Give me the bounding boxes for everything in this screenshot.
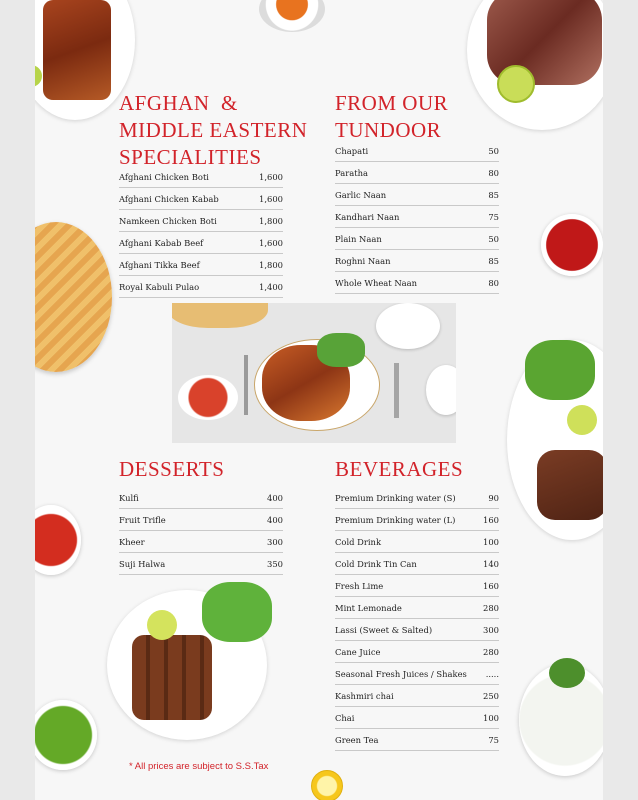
- list-item: [119, 531, 283, 553]
- item-name: Seasonal Fresh Juices / Shakes: [335, 668, 467, 679]
- list-item: [335, 575, 499, 597]
- item-price: 50: [488, 145, 499, 156]
- list-item: [119, 509, 283, 531]
- item-price: 75: [488, 211, 499, 222]
- item-name: Fruit Trifle: [119, 514, 166, 525]
- red-sauce-bowl-image: [35, 505, 81, 575]
- item-name: Plain Naan: [335, 233, 382, 244]
- item-price: 400: [267, 492, 283, 503]
- raita-bowl-image: [519, 664, 603, 776]
- list-item: [335, 553, 499, 575]
- list-item: [335, 509, 499, 531]
- list-item: [119, 210, 283, 232]
- tundoor-title-line-2: TUNDOOR: [335, 118, 442, 142]
- item-price: 1,600: [259, 237, 283, 248]
- specialities-title-line-2: MIDDLE EASTERN: [119, 118, 308, 142]
- item-name: Afghani Tikka Beef: [119, 259, 200, 270]
- tax-note: * All prices are subject to S.S.Tax: [129, 761, 269, 772]
- item-price: 80: [488, 277, 499, 288]
- tundoor-title: [335, 90, 448, 144]
- item-name: Paratha: [335, 167, 369, 178]
- menu-page: [35, 0, 603, 800]
- tundoor-list: [335, 140, 499, 294]
- sauce-bowl-top-image: [259, 0, 325, 32]
- seekh-kebab-plate-image: [107, 590, 267, 740]
- list-item: [119, 553, 283, 575]
- item-price: 90: [488, 492, 499, 503]
- naan-bread-image: [35, 222, 112, 372]
- list-item: [335, 729, 499, 751]
- item-name: Cold Drink Tin Can: [335, 558, 417, 569]
- list-item: [335, 184, 499, 206]
- kebab-salad-plate-image: [507, 340, 603, 540]
- item-name: Premium Drinking water (L): [335, 514, 456, 525]
- item-price: 75: [488, 734, 499, 745]
- item-name: Royal Kabuli Pulao: [119, 281, 200, 292]
- item-price: 160: [483, 580, 499, 591]
- lemon-slice-image: [311, 770, 343, 800]
- list-item: [335, 250, 499, 272]
- list-item: [119, 188, 283, 210]
- list-item: [335, 641, 499, 663]
- lamb-chops-plate-image: [467, 0, 603, 130]
- item-price: 160: [483, 514, 499, 525]
- list-item: [335, 272, 499, 294]
- item-name: Kheer: [119, 536, 145, 547]
- item-name: Kulfi: [119, 492, 139, 503]
- item-price: 140: [483, 558, 499, 569]
- list-item: [335, 206, 499, 228]
- item-name: Roghni Naan: [335, 255, 391, 266]
- list-item: [335, 162, 499, 184]
- item-price: 100: [483, 536, 499, 547]
- item-price: 1,800: [259, 215, 283, 226]
- tundoor-title-line-1: FROM OUR: [335, 91, 449, 115]
- list-item: [119, 487, 283, 509]
- item-price: 1,400: [259, 281, 283, 292]
- item-name: Kandhari Naan: [335, 211, 400, 222]
- item-price: 1,600: [259, 171, 283, 182]
- item-name: Chai: [335, 712, 355, 723]
- list-item: [119, 254, 283, 276]
- item-name: Afghani Chicken Boti: [119, 171, 209, 182]
- list-item: [335, 140, 499, 162]
- item-name: Chapati: [335, 145, 369, 156]
- specialities-title-line-3: SPECIALITIES: [119, 145, 262, 169]
- item-price: 1,800: [259, 259, 283, 270]
- item-price: 250: [483, 690, 499, 701]
- item-price: .....: [485, 668, 499, 679]
- item-price: 85: [488, 189, 499, 200]
- desserts-title: DESSERTS: [119, 457, 225, 481]
- list-item: [335, 228, 499, 250]
- list-item: [335, 619, 499, 641]
- item-price: 300: [483, 624, 499, 635]
- item-name: Premium Drinking water (S): [335, 492, 456, 503]
- mint-chutney-bowl-image: [35, 700, 97, 770]
- item-name: Whole Wheat Naan: [335, 277, 418, 288]
- item-price: 100: [483, 712, 499, 723]
- list-item: [335, 531, 499, 553]
- item-name: Afghani Kabab Beef: [119, 237, 204, 248]
- ketchup-bowl-image: [541, 214, 603, 276]
- item-price: 300: [267, 536, 283, 547]
- specialities-title: [119, 90, 307, 171]
- beverages-title: BEVERAGES: [335, 457, 464, 481]
- item-name: Garlic Naan: [335, 189, 387, 200]
- item-price: 280: [483, 646, 499, 657]
- item-price: 400: [267, 514, 283, 525]
- item-price: 280: [483, 602, 499, 613]
- item-price: 80: [488, 167, 499, 178]
- item-price: 85: [488, 255, 499, 266]
- item-name: Green Tea: [335, 734, 379, 745]
- item-price: 1,600: [259, 193, 283, 204]
- item-name: Suji Halwa: [119, 558, 166, 569]
- list-item: [119, 166, 283, 188]
- list-item: [119, 232, 283, 254]
- item-name: Cold Drink: [335, 536, 382, 547]
- item-name: Afghani Chicken Kabab: [119, 193, 219, 204]
- specialities-list: [119, 166, 283, 298]
- item-name: Cane Juice: [335, 646, 381, 657]
- item-name: Kashmiri chai: [335, 690, 394, 701]
- item-name: Fresh Lime: [335, 580, 384, 591]
- list-item: [335, 487, 499, 509]
- beverages-list: [335, 487, 499, 751]
- list-item: [335, 663, 499, 685]
- specialities-title-line-1: AFGHAN &: [119, 91, 238, 115]
- item-price: 350: [267, 558, 283, 569]
- item-name: Lassi (Sweet & Salted): [335, 624, 433, 635]
- roast-chicken-photo: [172, 303, 456, 443]
- desserts-list: [119, 487, 283, 575]
- list-item: [335, 707, 499, 729]
- item-name: Namkeen Chicken Boti: [119, 215, 217, 226]
- item-name: Mint Lemonade: [335, 602, 402, 613]
- list-item: [119, 276, 283, 298]
- item-price: 50: [488, 233, 499, 244]
- list-item: [335, 597, 499, 619]
- list-item: [335, 685, 499, 707]
